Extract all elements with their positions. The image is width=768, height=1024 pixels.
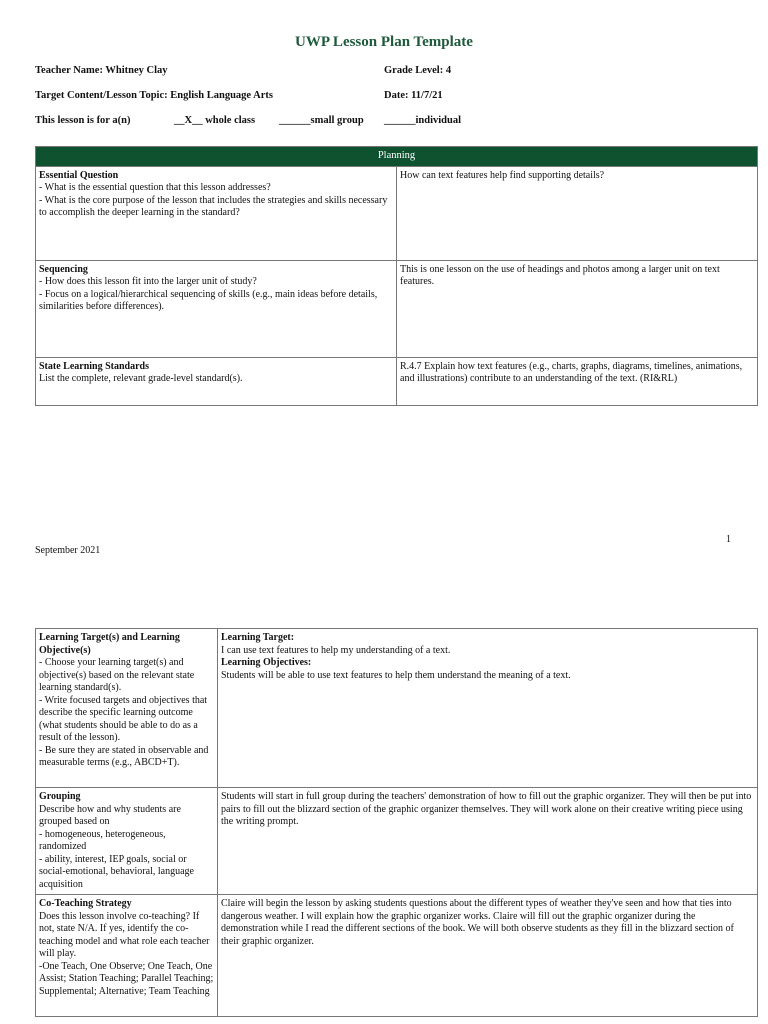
section-title: Grouping <box>39 791 81 802</box>
co-teaching-answer-cell <box>218 895 758 1017</box>
section-answer: This is one lesson on the use of headings and photos among a larger unit on text features. <box>400 263 720 287</box>
objectives-table <box>35 628 758 1017</box>
table-row <box>36 895 758 1017</box>
section-description: - How does this lesson fit into the larger unit of study? - Focus on a logical/hierarchical sequencing of skills (e.g., main ideas before details, similarities before differences). <box>39 276 378 312</box>
footer-date: September 2021 <box>35 545 101 556</box>
section-answer: Students will start in full group during the teachers' demonstration of how to fill out the graphic organizer. They will then be put into pairs to fill out the blizzard section of the graphic organizer themselves. They will work alone on their creative writing piece using the writing prompt. <box>221 791 752 827</box>
page-title: UWP Lesson Plan Template <box>295 34 473 50</box>
section-answer: R.4.7 Explain how text features (e.g., charts, graphs, diagrams, timelines, animations, and illustrations) contribute to an understanding of the text. (RI&RL) <box>400 360 743 384</box>
standards-label-cell <box>36 357 397 405</box>
whole-class-option: __X__ whole class <box>174 115 256 126</box>
section-description: - Choose your learning target(s) and objective(s) based on the relevant state learning standard(s). - Write focused targets and objectives that describe the specific learning outcome (what students should be able to do as a result of the lesson). - Be sure they are stated in observable and measurable terms (e.g., ABCD+T). <box>39 657 209 768</box>
section-answer: Claire will begin the lesson by asking students questions about the different types of weather they've seen and how that ties into dangerous weather. I will explain how the graphic organizer works. Claire will fill out the graphic organizer during the demonstration while I read the different sections of the book. We will both observe students as they fill in the blizzard section of their graphic organizer. <box>221 898 734 947</box>
teacher-name: Teacher Name: Whitney Clay <box>35 65 168 76</box>
lesson-topic: Target Content/Lesson Topic: English Language Arts <box>35 90 273 101</box>
small-group-option: ______small group <box>279 115 364 126</box>
section-title: Sequencing <box>39 263 88 275</box>
learning-objectives-text: Students will be able to use text features to help them understand the meaning of a text. <box>221 669 571 681</box>
grade-level: Grade Level: 4 <box>384 65 452 76</box>
page-number: 1 <box>726 534 731 545</box>
section-description: List the complete, relevant grade-level standard(s). <box>39 373 243 384</box>
learning-target-heading: Learning Target: <box>221 632 295 643</box>
table-row <box>36 260 758 357</box>
essential-question-label-cell <box>36 166 397 260</box>
section-title: State Learning Standards <box>39 360 150 372</box>
section-title: Co-Teaching Strategy <box>39 898 132 909</box>
learning-target-answer-cell <box>218 629 758 788</box>
individual-option: ______individual <box>384 115 462 126</box>
lesson-date: Date: 11/7/21 <box>384 90 443 101</box>
table-row <box>36 629 758 788</box>
section-description: Does this lesson involve co-teaching? If not, state N/A. If yes, identify the co-teaching model and what role each teacher will play. -One Teach, One Observe; One Teach, One Assist; Station Teaching; Parallel Teaching; Supplemental; Alternative; Team Teaching <box>39 910 214 997</box>
learning-target-label-cell <box>36 629 218 788</box>
planning-header: Planning <box>36 147 758 167</box>
sequencing-answer-cell <box>397 260 758 357</box>
table-row <box>36 357 758 405</box>
learning-target-text: I can use text features to help my understanding of a text. <box>221 644 451 656</box>
planning-header-row <box>36 147 758 167</box>
section-title: Essential Question <box>39 169 119 181</box>
section-answer: How can text features help find supporting details? <box>400 169 605 181</box>
table-row <box>36 166 758 260</box>
section-description: - What is the essential question that this lesson addresses? - What is the core purpose of the lesson that includes the strategies and skills necessary to accomplish the deeper learning in the standard? <box>39 182 388 218</box>
sequencing-label-cell <box>36 260 397 357</box>
learning-objectives-heading: Learning Objectives: <box>221 657 312 668</box>
co-teaching-label-cell <box>36 895 218 1017</box>
section-title: Learning Target(s) and Learning Objective(s) <box>39 632 180 656</box>
planning-table <box>35 146 758 406</box>
standards-answer-cell <box>397 357 758 405</box>
essential-question-answer-cell <box>397 166 758 260</box>
grouping-label-cell <box>36 788 218 895</box>
section-description: Describe how and why students are grouped based on - homogeneous, heterogeneous, randomized - ability, interest, IEP goals, social or social-emotional, behavioral, language acquisition <box>39 803 194 890</box>
table-row <box>36 788 758 895</box>
lesson-for-label: This lesson is for a(n) <box>35 115 131 126</box>
grouping-answer-cell <box>218 788 758 895</box>
